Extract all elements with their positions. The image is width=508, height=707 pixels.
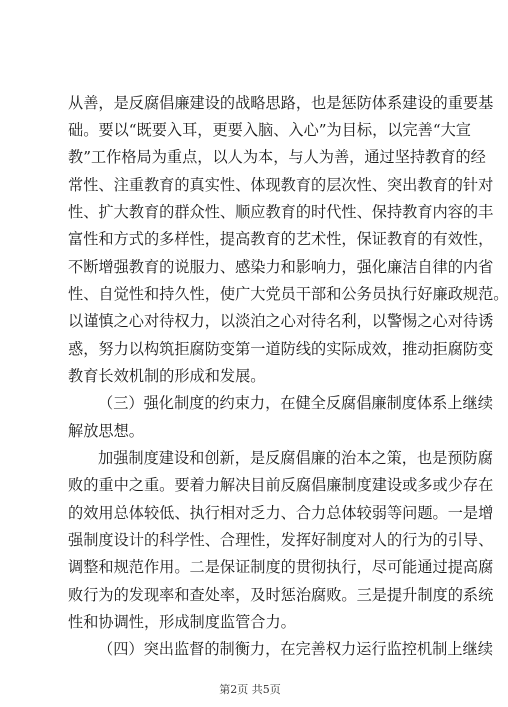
paragraph-line: 性和协调性，形成制度监管合力。 [68, 613, 296, 631]
paragraph-line: 不断增强教育的说服力、感染力和影响力，强化廉洁自律的内省 [68, 258, 494, 276]
paragraph-line: 败的重中之重。要着力解决目前反腐倡廉制度建设或多或少存在 [68, 476, 494, 494]
paragraph-line: 性、自觉性和持久性，使广大党员干部和公务员执行好廉政规范。 [68, 285, 508, 303]
paragraph-line: 富性和方式的多样性，提高教育的艺术性，保证教育的有效性， [68, 230, 494, 248]
paragraph-line: 调整和规范作用。二是保证制度的贯彻执行，尽可能通过提高腐 [68, 558, 494, 576]
page-number-footer: 第2页 共5页 [219, 683, 281, 696]
paragraph-line: 常性、注重教育的真实性、体现教育的层次性、突出教育的针对 [68, 176, 494, 194]
paragraph-line: 教育长效机制的形成和发展。 [68, 367, 266, 385]
paragraph-line: 加强制度建设和创新，是反腐倡廉的治本之策，也是预防腐 [98, 449, 493, 467]
paragraph-line: 的效用总体较低、执行相对乏力、合力总体较弱等问题。一是增 [68, 504, 494, 522]
paragraph-line: 础。要以“既要入耳，更要入脑、入心”为目标，以完善“大宣 [68, 121, 471, 139]
paragraph-line: 败行为的发现率和查处率，及时惩治腐败。三是提升制度的系统 [68, 586, 494, 604]
paragraph-line: 惑，努力以构筑拒腐防变第一道防线的实际成效，推动拒腐防变 [68, 340, 494, 358]
section-heading-line: （四）突出监督的制衡力，在完善权力运行监控机制上继续 [98, 640, 493, 658]
paragraph-line: 性、扩大教育的群众性、顺应教育的时代性、保持教育内容的丰 [68, 203, 494, 221]
section-heading-line: （三）强化制度的约束力，在健全反腐倡廉制度体系上继续 [98, 394, 493, 412]
section-heading-line: 解放思想。 [68, 422, 144, 440]
paragraph-line: 从善，是反腐倡廉建设的战略思路，也是惩防体系建设的重要基 [68, 94, 494, 112]
paragraph-line: 教”工作格局为重点，以人为本，与人为善，通过坚持教育的经 [68, 148, 486, 166]
paragraph-line: 以谨慎之心对待权力，以淡泊之心对待名利，以警惕之心对待诱 [68, 312, 494, 330]
paragraph-line: 强制度设计的科学性、合理性，发挥好制度对人的行为的引导、 [68, 531, 494, 549]
